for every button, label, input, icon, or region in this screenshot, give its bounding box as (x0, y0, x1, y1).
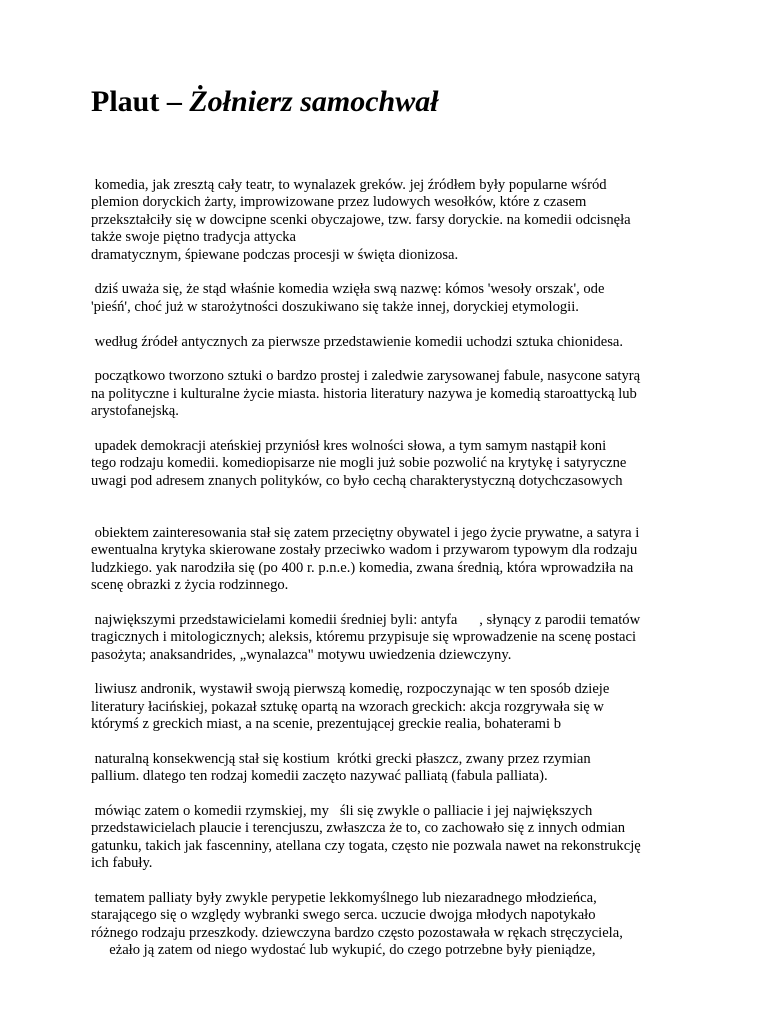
text-line: pallium. dlatego ten rodzaj komedii zaczęto nazywać palliatą (fabula palliata). (91, 768, 548, 785)
title-work: Żołnierz samochwał (189, 85, 439, 118)
paragraph-gap (91, 490, 691, 525)
paragraph-gap (91, 264, 691, 281)
text-line: ich fabuły. (91, 855, 153, 872)
paragraph-gap (91, 351, 691, 368)
text-line: liwiusz andronik, wystawił swoją pierwszą komedię, rozpoczynając w ten sposób dzieje (91, 681, 610, 698)
paragraph-11 (91, 890, 691, 960)
text-line: tego rodzaju komedii. komediopisarze nie mogli już sobie pozwolić na krytykę i satyryczne (91, 455, 627, 472)
text-line: którymś z greckich miast, a na scenie, prezentującej greckie realia, bohaterami b (91, 716, 562, 733)
paragraph-3 (91, 334, 691, 351)
text-line: dramatycznym, śpiewane podczas procesji w święta dionizosa. (91, 246, 459, 263)
text-line: scenę obrazki z życia rodzinnego. (91, 577, 289, 593)
paragraph-9 (91, 751, 691, 786)
paragraph-gap (91, 734, 691, 751)
paragraph-gap (91, 420, 691, 437)
text-line: ewentualna krytyka skierowane zostały przeciwko wadom i przywarom typowym dla rodzaju (91, 542, 638, 559)
text-line: tragicznych i mitologicznych; aleksis, któremu przypisuje się wprowadzenie na scenę postaci (91, 629, 637, 646)
text-line: starającego się o względy wybranki swego serca. uczucie dwojga młodych napotykało (91, 907, 596, 924)
paragraph-1 (91, 177, 691, 264)
text-line: obiektem zainteresowania stał się zatem przeciętny obywatel i jego życie prywatne, a satyra i (91, 524, 640, 541)
title-dash: – (159, 85, 190, 118)
paragraph-8 (91, 681, 691, 733)
paragraph-7 (91, 612, 691, 664)
paragraph-gap (91, 664, 691, 681)
text-line: największymi przedstawicielami komedii średniej byli: antyfa , słynący z parodii tematów (91, 611, 641, 628)
text-line: uwagi pod adresem znanych polityków, co było cechą charakterystyczną dotychczasowych (91, 472, 623, 489)
text-line: eżało ją zatem od niego wydostać lub wykupić, do czego potrzebne były pieniądze, (91, 942, 596, 959)
paragraph-5 (91, 438, 691, 490)
paragraph-gap (91, 316, 691, 333)
text-line: według źródeł antycznych za pierwsze przedstawienie komedii uchodzi sztuka chionidesa. (91, 333, 624, 350)
text-line: plemion doryckich żarty, improwizowane przez ludowych wesołków, które z czasem (91, 194, 587, 211)
text-line: literatury łacińskiej, pokazał sztukę opartą na wzorach greckich: akcja rozgrywała się w (91, 698, 604, 715)
text-line: przedstawicielach plaucie i terencjuszu, zwłaszcza że to, co zachowało się z innych odmian (91, 820, 626, 837)
text-line: także swoje piętno tradycja attycka (91, 229, 297, 246)
text-line: ludzkiego. yak narodziła się (po 400 r. p.n.e.) komedia, zwana średnią, która wprowadziła na (91, 559, 634, 576)
text-line: przekształciły się w dowcipne scenki obyczajowe, tzw. farsy doryckie. na komedii odcisnęła (91, 211, 631, 228)
document-body (91, 177, 691, 960)
text-line: tematem palliaty były zwykle perypetie lekkomyślnego lub niezaradnego młodzieńca, (91, 890, 597, 907)
text-line: upadek demokracji ateńskiej przyniósł kres wolności słowa, a tym samym nastąpił koni (91, 437, 607, 454)
text-line: naturalną konsekwencją stał się kostium krótki grecki płaszcz, zwany przez rzymian (91, 750, 591, 767)
document-title (91, 82, 439, 122)
text-line: gatunku, takich jak fascenniny, atellana czy togata, często nie pozwala nawet na rekonstrukcję (91, 837, 641, 854)
text-line: 'pieśń', choć już w starożytności doszukiwano się także innej, doryckiej etymologii. (91, 298, 579, 315)
text-line: komedia, jak zresztą cały teatr, to wynalazek greków. jej źródłem były popularne wśród (91, 177, 607, 193)
title-author: Plaut (91, 85, 160, 118)
paragraph-gap (91, 873, 691, 890)
text-line: pasożyta; anaksandrides, „wynalazca" motywu uwiedzenia dziewczyny. (91, 646, 512, 663)
paragraph-gap (91, 594, 691, 611)
text-line: mówiąc zatem o komedii rzymskiej, my śli się zwykle o palliacie i jej największych (91, 803, 593, 820)
paragraph-gap (91, 786, 691, 803)
text-line: początkowo tworzono sztuki o bardzo prostej i zaledwie zarysowanej fabule, nasycone satyrą (91, 368, 641, 385)
text-line: arystofanejską. (91, 403, 179, 420)
paragraph-10 (91, 803, 691, 873)
text-line: dziś uważa się, że stąd właśnie komedia wzięła swą nazwę: kómos 'wesoły orszak', ode (91, 281, 605, 298)
paragraph-2 (91, 281, 691, 316)
paragraph-6 (91, 525, 691, 595)
text-line: różnego rodzaju przeszkody. dziewczyna bardzo często pozostawała w rękach stręczyciela, (91, 924, 623, 941)
text-line: na polityczne i kulturalne życie miasta. historia literatury nazywa je komedią staroattycką lub (91, 385, 637, 402)
paragraph-4 (91, 368, 691, 420)
